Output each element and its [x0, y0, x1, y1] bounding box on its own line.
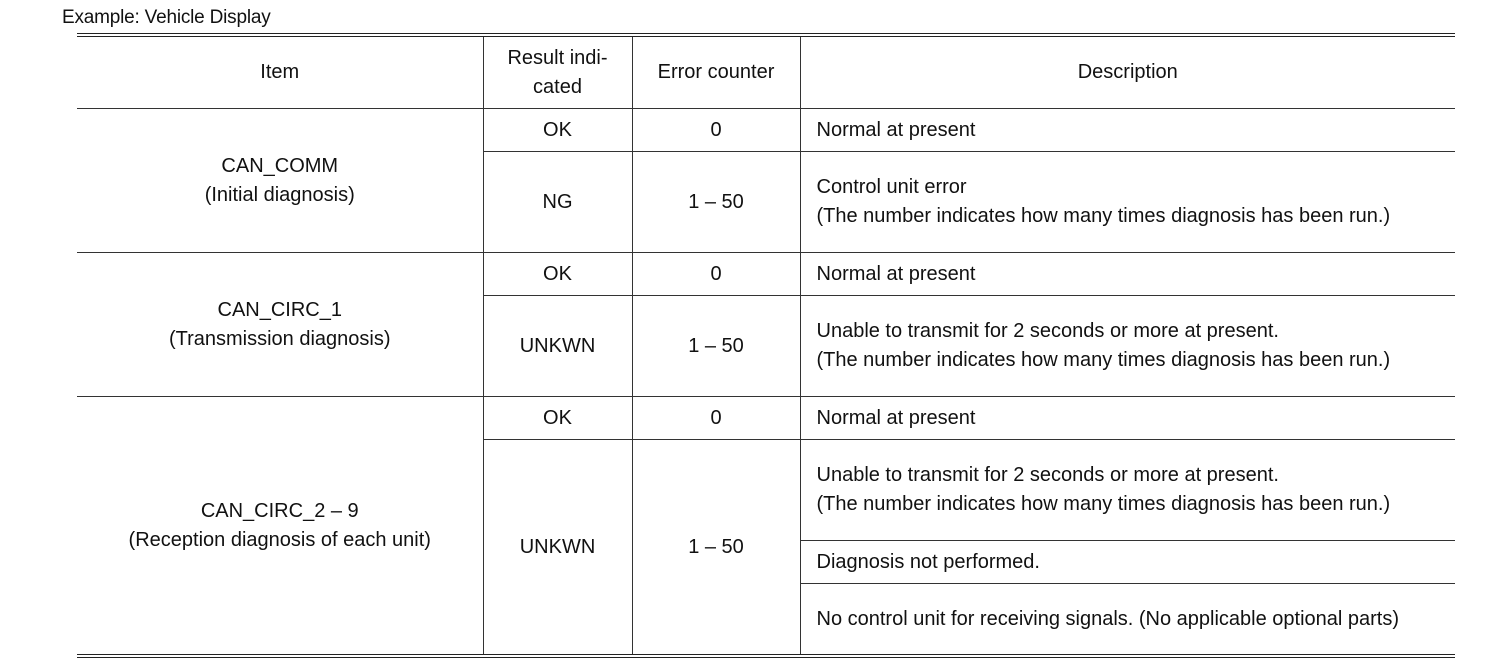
result-cell: UNKWN [483, 440, 632, 657]
diagnosis-table [77, 33, 1455, 658]
description-line: (The number indicates how many times diagnosis has been run.) [816, 349, 1391, 371]
description-line: (The number indicates how many times diagnosis has been run.) [816, 205, 1391, 227]
result-cell: UNKWN [483, 296, 632, 397]
description-cell [800, 152, 1455, 253]
counter-cell: 1 – 50 [632, 296, 800, 397]
item-name: CAN_CIRC_1 [217, 298, 342, 321]
header-counter: Error counter [632, 35, 800, 109]
item-cell [77, 253, 483, 397]
header-item: Item [77, 35, 483, 109]
counter-cell: 1 – 50 [632, 440, 800, 657]
counter-cell: 0 [632, 253, 800, 296]
result-cell: OK [483, 397, 632, 440]
counter-cell: 0 [632, 397, 800, 440]
counter-cell: 0 [632, 109, 800, 152]
table-caption: Example: Vehicle Display [62, 7, 271, 28]
description-cell: Diagnosis not performed. [800, 541, 1455, 584]
table-row [77, 109, 1455, 152]
result-cell: OK [483, 253, 632, 296]
description-cell [800, 296, 1455, 397]
description-cell: Normal at present [800, 253, 1455, 296]
item-sub: (Reception diagnosis of each unit) [128, 528, 431, 551]
item-name: CAN_CIRC_2 – 9 [200, 499, 359, 522]
item-sub: (Initial diagnosis) [204, 183, 355, 206]
header-row [77, 35, 1455, 109]
description-line: Unable to transmit for 2 seconds or more at present. [816, 464, 1279, 486]
item-sub: (Transmission diagnosis) [168, 327, 391, 350]
description-cell: No control unit for receiving signals. (No applicable optional parts) [800, 584, 1455, 657]
description-line: Unable to transmit for 2 seconds or more at present. [816, 320, 1279, 342]
description-cell [800, 440, 1455, 541]
item-cell [77, 397, 483, 657]
table-row [77, 253, 1455, 296]
description-cell: Normal at present [800, 109, 1455, 152]
description-line: Control unit error [816, 176, 967, 198]
header-description: Description [800, 35, 1455, 109]
item-name: CAN_COMM [221, 154, 339, 177]
item-cell [77, 109, 483, 253]
counter-cell: 1 – 50 [632, 152, 800, 253]
result-cell: OK [483, 109, 632, 152]
header-result: Result indi- cated [483, 35, 632, 109]
table-row [77, 397, 1455, 440]
description-line: (The number indicates how many times diagnosis has been run.) [816, 493, 1391, 515]
description-cell: Normal at present [800, 397, 1455, 440]
result-cell: NG [483, 152, 632, 253]
